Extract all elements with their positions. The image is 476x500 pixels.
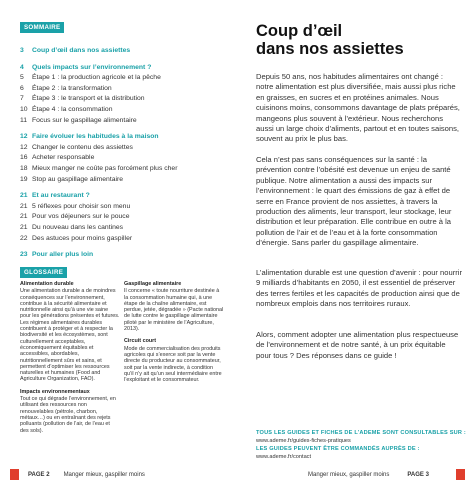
glossary-column-1 [20, 281, 120, 440]
right-page [238, 0, 476, 500]
paragraph-2: Cela n’est pas sans conséquences sur la santé : la prévention contre l’obésité est devenue un enjeu de santé publique. Notre alimentation a aussi des impacts sur l’environnement : le quart des émissions de gaz à effet de serre en France provient de nos assiettes, à travers la production des aliments, leur transport, leur stockage, leur distribution et leur préparation. Elle contribue en outre à la pollution de l’air et de l’eau et à la forte consommation d’énergie. Sans parler du gaspillage alimentaire. [256, 155, 452, 248]
toc-page-number: 22 [20, 234, 28, 242]
paragraph-4: Alors, comment adopter une alimentation plus respectueuse de l’environnement et de notre santé, à un prix équitable pour tous ? Des réponses dans ce guide ! [256, 330, 459, 360]
title-line-1: Coup d’œil [256, 22, 343, 40]
section-tag-glossaire: GLOSSAIRE [20, 267, 67, 278]
toc-item[interactable] [20, 143, 220, 154]
table-of-contents [20, 46, 220, 261]
toc-item[interactable] [20, 212, 220, 223]
toc-item[interactable] [20, 153, 220, 164]
toc-label: 5 réflexes pour choisir son menu [32, 202, 131, 210]
toc-label: Des astuces pour moins gaspiller [32, 234, 133, 242]
toc-page-number: 21 [20, 192, 28, 200]
link-guides[interactable]: www.ademe.fr/guides-fiches-pratiques [256, 438, 351, 444]
toc-label: Quels impacts sur l’environnement ? [32, 63, 152, 71]
toc-item[interactable] [20, 73, 220, 84]
toc-page-number: 21 [20, 213, 28, 221]
toc-item[interactable] [20, 105, 220, 116]
page-title [256, 22, 404, 58]
toc-item[interactable] [20, 164, 220, 175]
toc-page-number: 21 [20, 223, 28, 231]
page-number: PAGE 3 [407, 472, 429, 478]
glossary-term: Alimentation durable [20, 281, 74, 287]
toc-label: Du nouveau dans les cantines [32, 223, 124, 231]
toc-item[interactable] [20, 202, 220, 213]
toc-page-number: 16 [20, 154, 28, 162]
glossary-term: Circuit court [124, 338, 157, 345]
toc-item[interactable] [20, 223, 220, 234]
toc-label: Coup d’œil dans nos assiettes [32, 47, 131, 54]
footer-left [28, 472, 145, 478]
links-label-2: LES GUIDES PEUVENT ÊTRE COMMANDÉS AUPRÈS DE : [256, 446, 420, 452]
toc-page-number: 12 [20, 143, 28, 151]
toc-label: Acheter responsable [32, 154, 95, 162]
section-tag-sommaire: SOMMAIRE [20, 22, 64, 33]
ademe-logo-icon [10, 469, 19, 480]
paragraph-1: Depuis 50 ans, nos habitudes alimentaires ont changé : notre alimentation est plus diversifiée, mais aussi plus riche en graisses, en sucres et en protéines animales. Nous cuisinons moins, consommons davantage de plats préparés, mangeons plus souvent à l’extérieur. Nous recherchons aussi un large choix d’aliments, partout et en toutes saisons, souvent au prix le plus bas. [256, 72, 460, 144]
toc-page-number: 11 [20, 116, 28, 124]
glossary-definition: Mode de commercialisation des produits agricoles qui s’exerce soit par la vente directe du producteur au consommateur, soit par la vente indirecte, à condition qu’il n’y ait qu’un seul intermédiaire entre l’exploitant et le consommateur. [124, 345, 222, 384]
toc-label: Étape 2 : la transformation [32, 84, 112, 92]
footer-title: Manger mieux, gaspiller moins [63, 472, 145, 478]
toc-label: Faire évoluer les habitudes à la maison [32, 133, 159, 141]
toc-page-number: 10 [20, 105, 28, 113]
toc-heading[interactable] [20, 63, 220, 74]
toc-heading[interactable] [20, 250, 220, 261]
glossary-column-2 [124, 281, 224, 389]
toc-page-number: 4 [20, 63, 24, 71]
link-contact[interactable]: www.ademe.fr/contact [256, 454, 312, 460]
paragraph-3: L’alimentation durable est une question d’avenir : pour nourrir 9 milliards d’habitants en 2050, il est essentiel de préserver des terres fertiles et les capacités de production ainsi que de nombreux emplois dans nos territoires ruraux. [256, 268, 463, 309]
toc-item[interactable] [20, 175, 220, 186]
toc-label: Pour aller plus loin [32, 251, 94, 259]
toc-label: Focus sur le gaspillage alimentaire [32, 116, 137, 124]
toc-label: Et au restaurant ? [32, 192, 90, 200]
toc-page-number: 18 [20, 164, 28, 172]
toc-label: Stop au gaspillage alimentaire [32, 175, 124, 183]
glossary-definition: Tout ce qui dégrade l’environnement, en utilisant des ressources non renouvelables (pétrole, charbon, métaux…) ou en entraînant des rejets polluants (pollution de l’air, de l’eau et des sols). [20, 396, 116, 434]
toc-item[interactable] [20, 84, 220, 95]
toc-heading[interactable] [20, 132, 220, 143]
page-number: PAGE 2 [28, 472, 50, 478]
toc-page-number: 21 [20, 202, 28, 210]
toc-item[interactable] [20, 116, 220, 127]
toc-page-number: 5 [20, 74, 24, 82]
title-line-2: dans nos assiettes [256, 40, 404, 58]
glossary-definition: Une alimentation durable a de moindres conséquences sur l’environnement, contribue à la sécurité alimentaire et nutritionnelle ainsi qu’à une vie saine pour les générations présentes et futures. Les régimes alimentaires durables contribuent à protéger et à respecter la biodiversité et les écosystèmes, sont culturellement acceptables, économiquement équitables et accessibles, abordables, nutritionnellement sûrs et sains, et permettent d’optimiser les ressources naturelles et humaines (Food and Agriculture Organization, FAO). [20, 288, 120, 383]
toc-label: Mieux manger ne coûte pas forcément plus cher [32, 164, 178, 172]
resource-links [256, 429, 466, 461]
toc-heading[interactable] [20, 46, 220, 57]
glossary-term: Gaspillage alimentaire [124, 281, 182, 287]
toc-label: Étape 1 : la production agricole et la pêche [32, 74, 161, 82]
toc-page-number: 23 [20, 251, 28, 259]
toc-page-number: 6 [20, 84, 24, 92]
toc-page-number: 19 [20, 175, 28, 183]
footer-right [308, 472, 429, 478]
toc-label: Changer le contenu des assiettes [32, 143, 133, 151]
toc-label: Étape 4 : la consommation [32, 105, 113, 113]
links-label-1: TOUS LES GUIDES ET FICHES DE L’ADEME SONT CONSULTABLES SUR : [256, 430, 466, 436]
glossary-term: Impacts environnementaux [20, 388, 90, 395]
toc-page-number: 12 [20, 133, 28, 141]
toc-page-number: 7 [20, 95, 24, 103]
toc-heading[interactable] [20, 191, 220, 202]
toc-page-number: 3 [20, 47, 24, 54]
ademe-logo-icon [456, 469, 465, 480]
footer-title: Manger mieux, gaspiller moins [308, 472, 390, 478]
toc-label: Pour vos déjeuners sur le pouce [32, 213, 130, 221]
glossary-definition: Il concerne « toute nourriture destinée à la consommation humaine qui, à une étape de la chaîne alimentaire, est perdue, jetée, dégradée » (Pacte national de lutte contre le gaspillage alimentaire piloté par le ministère de l’Agriculture, 2013). [124, 288, 224, 333]
toc-label: Étape 3 : le transport et la distribution [32, 95, 145, 103]
toc-item[interactable] [20, 94, 220, 105]
toc-item[interactable] [20, 234, 220, 245]
